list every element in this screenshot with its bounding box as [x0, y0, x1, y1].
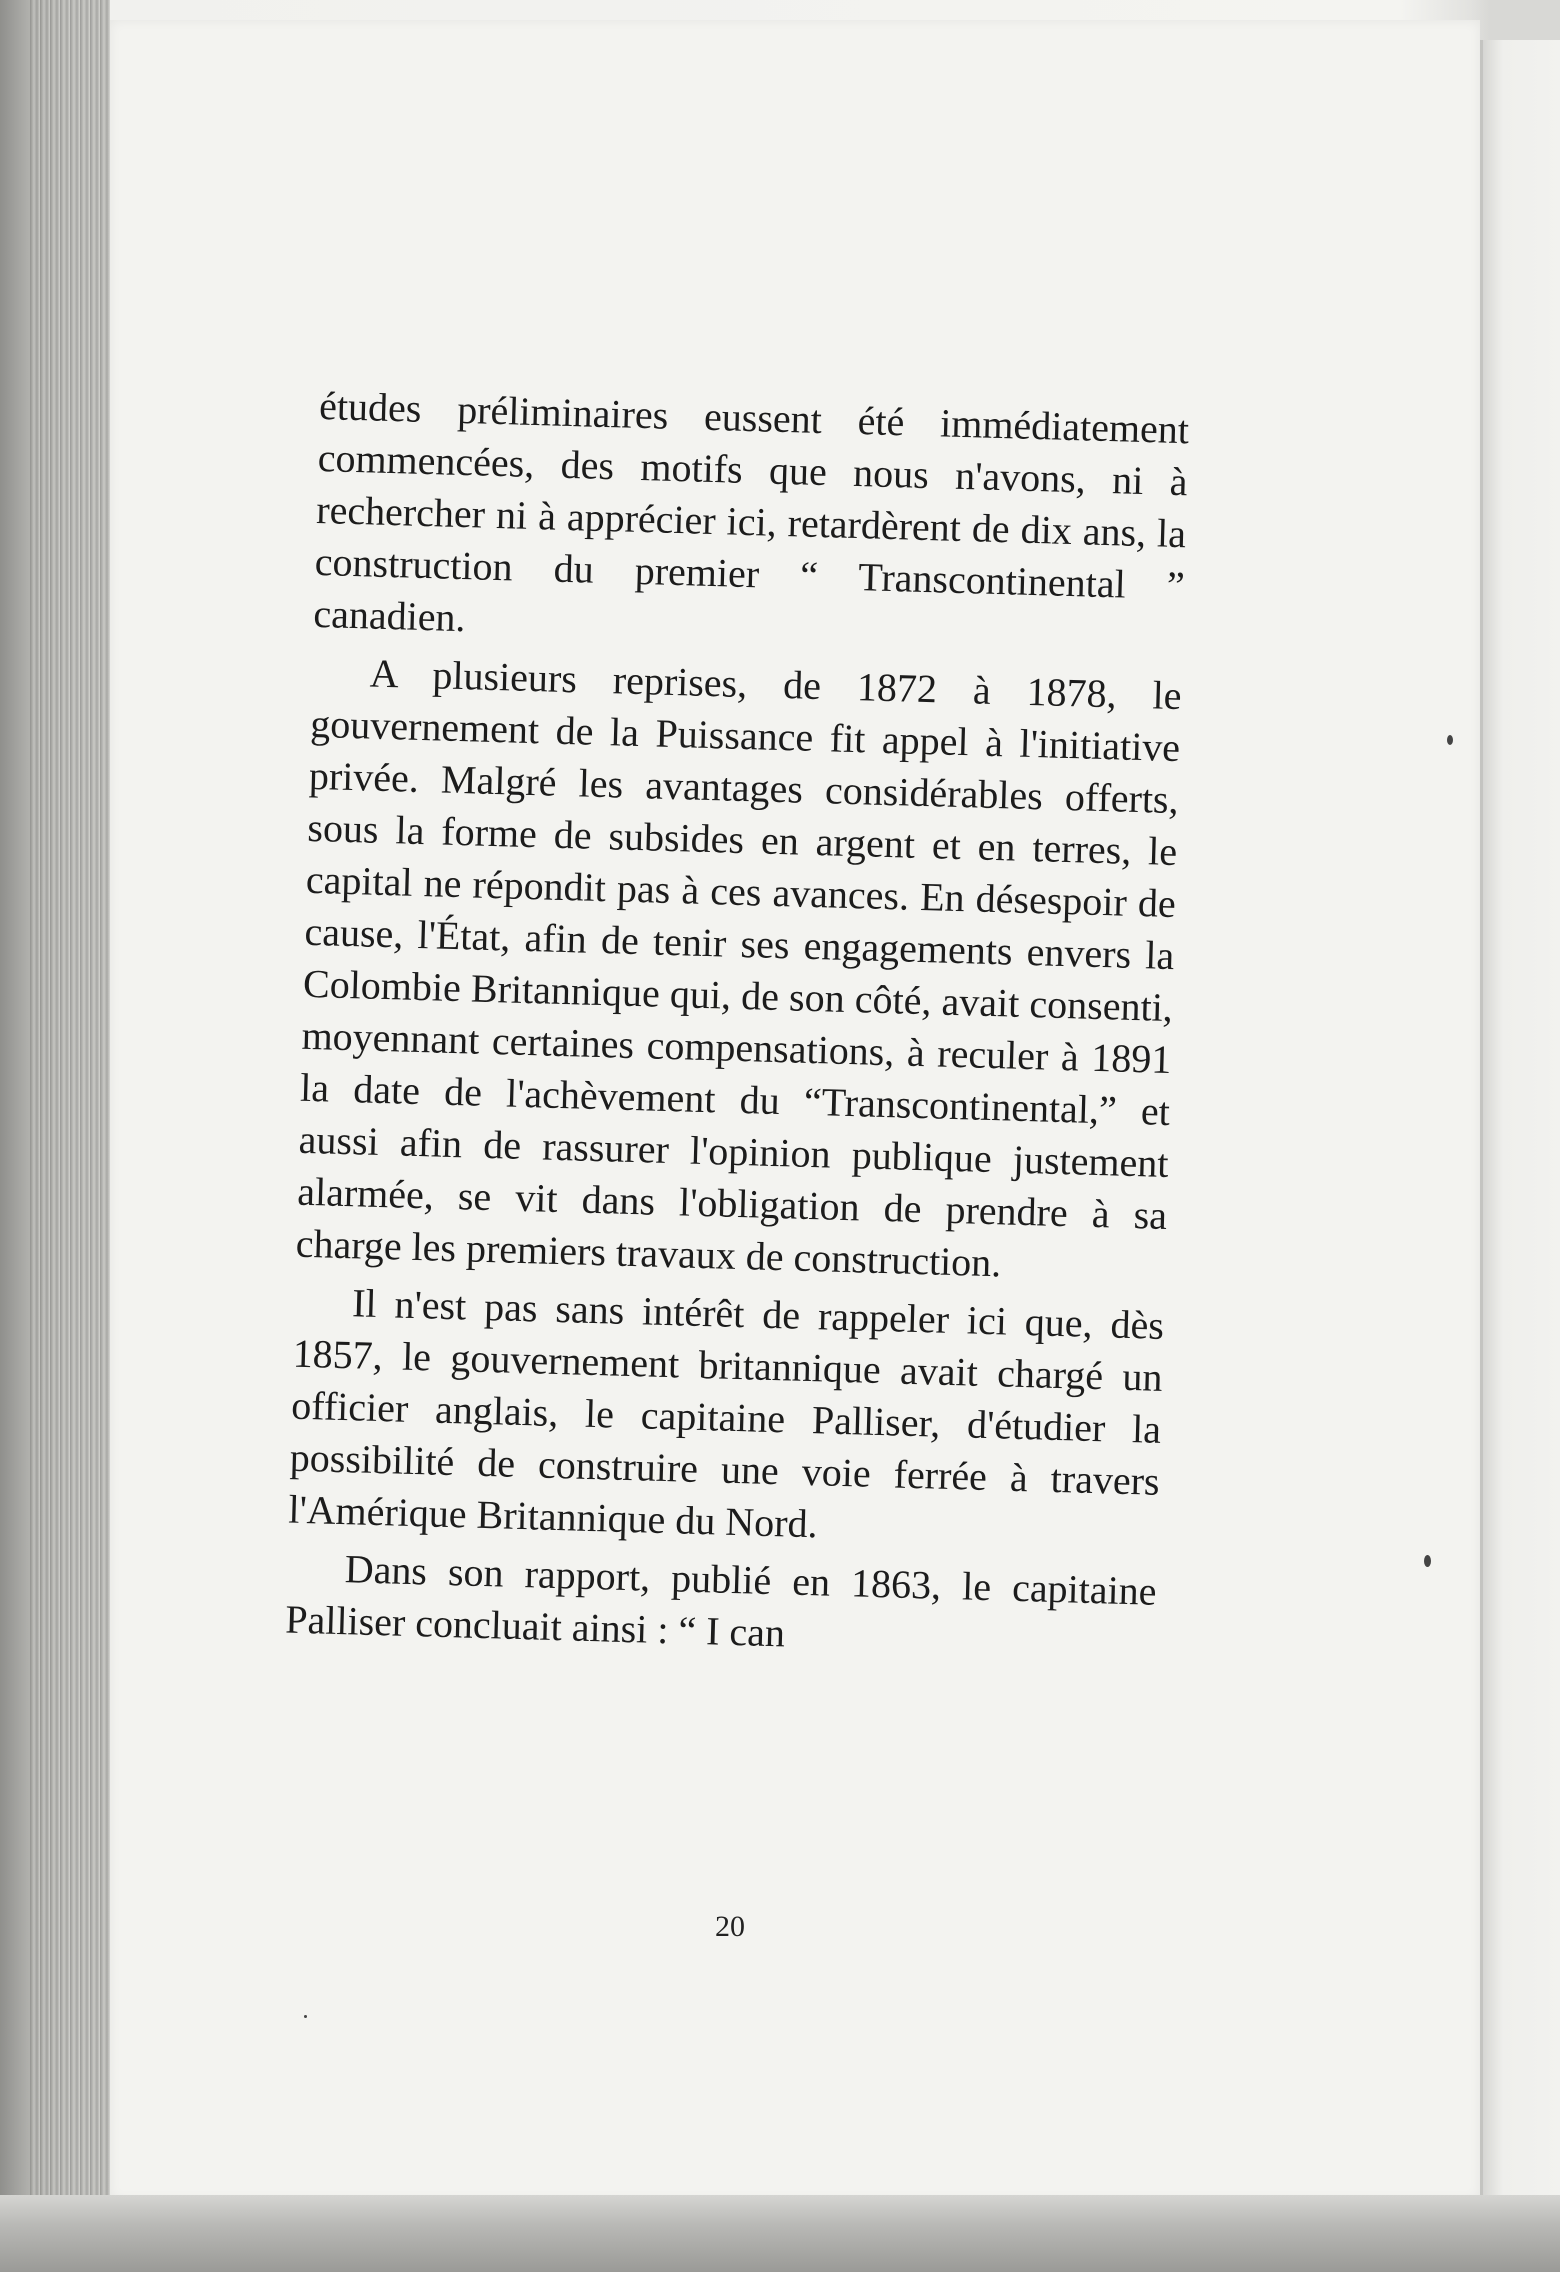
ink-speck — [304, 2015, 307, 2018]
ink-speck — [1424, 1555, 1431, 1567]
page-number: 20 — [715, 1910, 745, 1943]
book-bottom-edge — [0, 2195, 1560, 2272]
ink-speck — [1447, 735, 1453, 745]
paragraph-3: Il n'est pas sans intérêt de rappeler ici que, dès 1857, le gouvernement britannique avait chargé un officier anglais, le capitaine Palliser, d'étudier la possibilité de construire une voie ferrée à travers l'Amérique Britannique du Nord. — [287, 1280, 1165, 1547]
body-text — [284, 380, 1189, 1676]
paragraph-1: études préliminaires eussent été immédiatement commencées, des motifs que nous n'avons, ni à rechercher ni à apprécier ici, retardèrent de dix ans, la construction du premier “ Transcontinental ” canadien. — [312, 382, 1190, 641]
paragraph-2: A plusieurs reprises, de 1872 à 1878, le gouvernement de la Puissance fit appel à l'initiative privée. Malgré les avantages considérables offerts, sous la forme de subsides en argent et en terres, le capital ne répondit pas à ces avances. En désespoir de cause, l'État, afin de tenir ses engagements envers la Colombie Britannique qui, de son côté, avait consenti, moyennant certaines compensations, à reculer à 1891 la date de l'achèvement du “Transcontinental,” et aussi afin de rassurer l'opinion publique justement alarmée, se vit dans l'obligation de prendre à sa charge les premiers travaux de construction. — [295, 650, 1183, 1286]
paragraph-4: Dans son rapport, publié en 1863, le capitaine Palliser concluait ainsi : “ I can — [284, 1546, 1158, 1656]
book-spine-edge — [30, 0, 110, 2272]
next-page-edge — [1480, 40, 1560, 2230]
